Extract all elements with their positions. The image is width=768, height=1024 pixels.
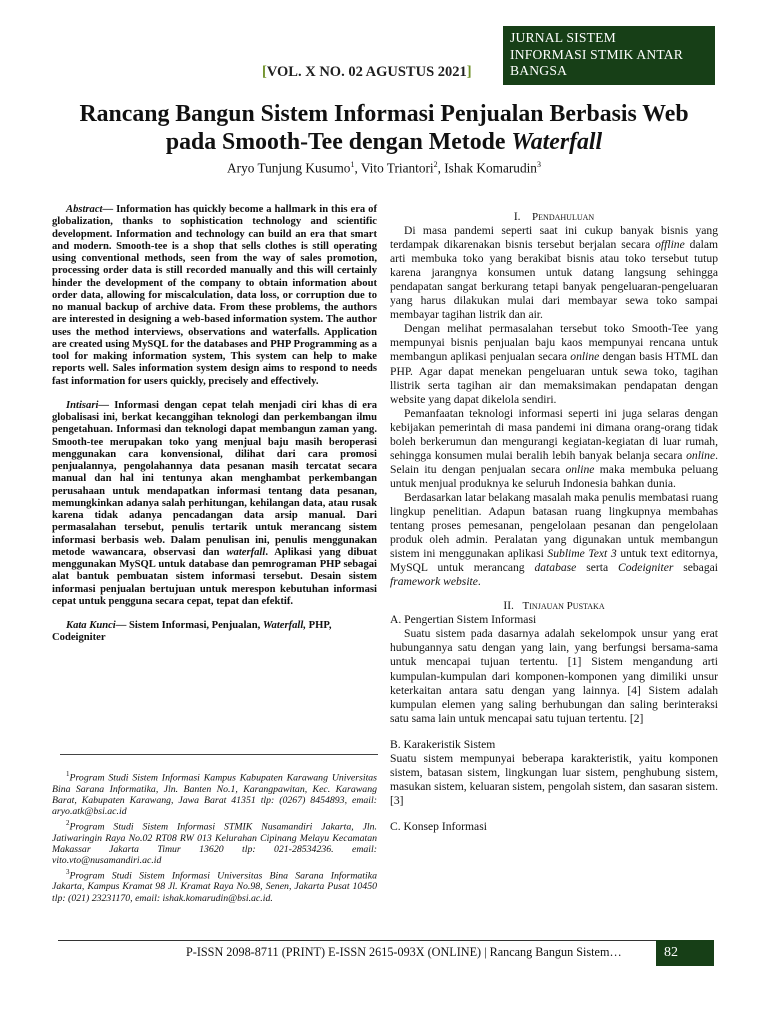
footnote: $^1$Program Studi Sistem Informasi Kampus Kabupaten Karawang Universitas Bina Sarana Informatika, Jln. Banten No.1, Karangpawitan, Kec. Karawang Barat, Kabupaten Karawang, Jawa Barat 41351 tlp: (0267) 8454893, email: aryo.atk@bsi.ac.id	[52, 770, 377, 818]
paragraph: Suatu sistem mempunyai beberapa karakteristik, yaitu komponen sistem, batasan sistem, lingkungan luar sistem, penghubung sistem, masukan sistem, keluaran sistem, pengolah sistem, dan sasaran sistem. [3]	[390, 751, 718, 807]
author-name: Vito Triantori	[360, 160, 434, 176]
keywords: Kata Kunci— Sistem Informasi, Penjualan, Waterfall, PHP, Codeigniter	[52, 620, 332, 644]
page-number: 82	[656, 940, 714, 966]
paper-title	[30, 100, 738, 156]
subsection-heading: C. Konsep Informasi	[390, 819, 487, 833]
section-heading-review: II. Tinjauan Pustaka	[503, 600, 605, 613]
journal-name-line: INFORMASI STMIK ANTAR	[510, 46, 684, 62]
subsection-heading: B. Karakeristik Sistem	[390, 737, 496, 751]
footer-rule	[58, 940, 714, 941]
abstract: Abstract— Information has quickly become a hallmark in this era of globalization, thanks to sophistication technology and scientific development. Information and technology can build an era that smart and modern. Smooth-tee is a shop that sells clothes is still operating using conventional methods, seen from the way of sales promotion, processing order data is still recorded manually and this will certainly hinder the development of the company to obtain information about order data, allowing for miscalculation, data loss, or corruption due to no manual backup of archive data. From these problems, the authors are interested in designing a web-based information system. The author uses the method interviews, observations and waterfalls. Application are created using MySQL for the databases and PHP Programming as a tool for making information system, This system can help to make reports well. Sales information system design aims to respond to needs fast information for users quickly, precisely and effectively.	[52, 204, 377, 387]
footnote-divider	[60, 754, 378, 755]
journal-volume: [VOL. X NO. 02 AGUSTUS 2021]	[262, 64, 472, 80]
footer-issn: P-ISSN 2098-8711 (PRINT) E-ISSN 2615-093X (ONLINE) | Rancang Bangun Sistem…	[186, 945, 622, 959]
paragraph: Suatu sistem pada dasarnya adalah sekelompok unsur yang erat hubungannya satu dengan yang lain, yang berfungsi bersama-sama untuk mencapai tujuan tertentu. [1] Sistem mengandung arti kumpulan-kumpulan dari komponen-komponen yang dimiliki unsur keterkaitan antara satu dengan yang lainnya. [4] Sistem adalah kumpulan elemen yang saling berhubungan dan saling berinteraksi satu sama lain untuk mencapai satu tujuan tertentu. [2]	[390, 627, 718, 725]
affiliation-footnotes	[52, 769, 377, 904]
author-name: Aryo Tunjung Kusumo	[227, 160, 351, 176]
author-name: Ishak Komarudin	[444, 160, 537, 176]
paragraph: Berdasarkan latar belakang masalah maka penulis membatasi ruang lingkup penelitian. Adapun batasan ruang lingkupnya membahas tentang proses pemesanan, pengelolaan pesanan dan pengelolaan produk oleh admin. Peralatan yang digunakan untuk membangun sistem ini menggunakan aplikasi Sublime Text 3 untuk text editornya, MySQL untuk merancang database serta Codeigniter sebagai framework website.	[390, 490, 719, 589]
volume-text: VOL. X NO. 02 AGUSTUS 2021	[266, 64, 467, 80]
section-heading-intro: I. Pendahuluan	[513, 211, 595, 223]
paragraph: Dengan melihat permasalahan tersebut toko Smooth-Tee yang mempunyai bisnis penjualan baju kaos mempunyai rencana untuk membangun aplikasi penjualan secara online dengan basis HTML dan PHP. Agar dapat menekan pengeluaran untuk sewa toko, tagihan llistrik serta tagihan air dan memaksimakan pendapatan dengan website yang dapat dikelola sendiri.	[390, 322, 718, 406]
footnote: $^2$Program Studi Sistem Informasi STMIK Nusamandiri Jakarta, Jln. Jatiwaringin Raya No.02 RT08 RW 013 Kelurahan Cipinang Melayu Kecamatan Makassar Jakarta Timur 13620 tlp: 021-28534236. email: vito.vto@nusamandiri.ac.id	[52, 818, 377, 867]
title-line: pada Smooth-Tee dengan Metode Waterfall	[165, 129, 603, 155]
author-list: Aryo Tunjung Kusumo$^1$, Vito Triantori$^2$, Ishak Komarudin$^3$	[227, 160, 541, 176]
subsection-heading: A. Pengertian Sistem Informasi	[390, 613, 537, 627]
left-column	[52, 204, 377, 645]
paragraph: Pemanfaatan teknologi informasi seperti ini juga selaras dengan kebijakan pemerintah di masa pandemi ini dimana orang-orang tidak boleh berkerumun dan mengurangi kegiatan-kegiatan di luar rumah, sehingga konsumen mulai beralih lebih banyak belanja secara online. Selain itu dengan penjualan secara online maka membuka peluang untuk menjual produknya ke seluruh Indonesia bahkan dunia.	[390, 406, 718, 490]
footnote: $^3$Program Studi Sistem Informasi Universitas Bina Sarana Informatika Jakarta, Kampus Kramat 98 Jl. Kramat Raya No.98, Senen, Jakarta Pusat 10450 tlp: (021) 23231170, email: ishak.komarudin@bsi.ac.id.	[52, 867, 377, 904]
intisari: Intisari— Informasi dengan cepat telah menjadi ciri khas di era globalisasi ini, berkat kecanggihan teknologi dan perkembangan ilmu pengetahuan. Informasi dan teknologi dapat membangun zaman yang. Smooth-tee merupakan toko yang menjual baju masih beroperasi menggunakan cara konvensional, dilihat dari cara promosi penjualannya, pengolahannya data pesanan masih tercatat secara manual dan hal ini tentunya akan menghambat perkembangan perusahaan untuk mendapatkan informasi tentang data pesanan, memungkinkan adanya salah perhitungan, kehilangan data, atau rusak karena tidak adanya pencadangan data arsip manual. Dari permasalahan tersebut, penulis tertarik untuk merancang sistem informasi berbasis web. Dalam penulisan ini, penulis menggunakan metode wawancara, observasi dan waterfall. Aplikasi yang dibuat menggunakan MySQL untuk database dan pemrograman PHP sebagai alat bantuk pembuatan sistem informasi tersebut. Desain sistem informasi penjualan bertujuan untuk merespon kebutuhan informasi cepat untuk pengguna secara cepat, tepat dan efektif.	[52, 399, 378, 607]
right-column	[390, 210, 718, 834]
title-italic: Waterfall	[511, 129, 603, 155]
title-line: Rancang Bangun Sistem Informasi Penjualan Berbasis Web	[79, 101, 689, 127]
journal-name-line: BANGSA	[510, 63, 568, 78]
paragraph: Di masa pandemi seperti saat ini cukup banyak bisnis yang terdampak dikarenakan bisnis tersebut berjalan secara offline dalam arti membuka toko yang berakibat bisnis atau toko tersebut tutup karena jarangnya konsumen untuk datang langsung sehingga pendapatan sangat berkurang tetapi banyak pengeluaran-pengeluaran yang harus dilakukan mulai dari membayar sewa toko sampai membayar tagihan listrik dan air.	[390, 224, 718, 322]
journal-name-box	[503, 26, 715, 85]
journal-name-line: JURNAL SISTEM	[510, 30, 616, 45]
